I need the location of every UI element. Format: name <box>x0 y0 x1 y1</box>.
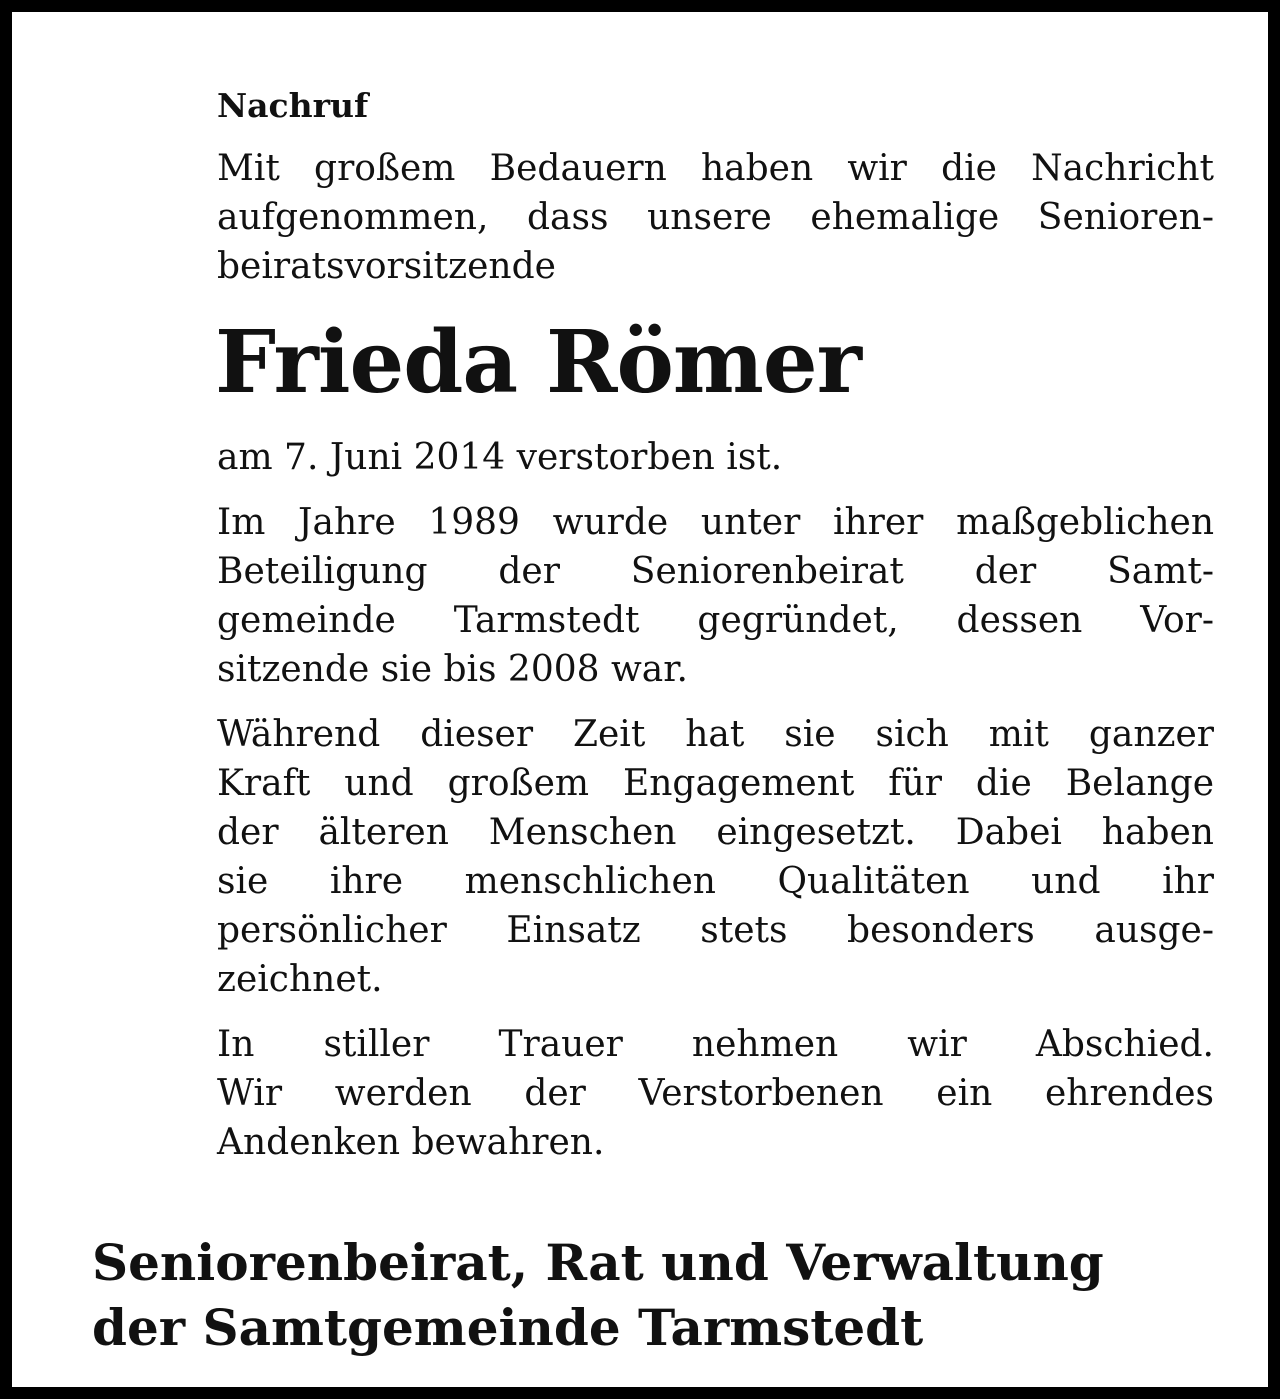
founding-paragraph <box>217 498 1214 694</box>
engagement-line: Während dieser Zeit hat sie sich mit ganzer <box>217 714 1214 755</box>
engagement-paragraph <box>217 710 1214 1004</box>
death-date-line <box>217 433 1214 482</box>
founding-line: gemeinde Tarmstedt gegründet, dessen Vor- <box>217 600 1214 641</box>
deceased-name: Frieda Römer <box>215 312 861 413</box>
farewell-line: In stiller Trauer nehmen wir Abschied. <box>217 1024 1214 1065</box>
founding-line: sitzende sie bis 2008 war. <box>217 649 688 690</box>
founding-line: Beteiligung der Seniorenbeirat der Samt- <box>217 551 1214 592</box>
intro-line: aufgenommen, dass unsere ehemalige Senioren- <box>217 197 1214 238</box>
signature-block <box>92 1230 1212 1360</box>
intro-line: Mit großem Bedauern haben wir die Nachricht <box>217 148 1214 189</box>
farewell-paragraph <box>217 1020 1214 1167</box>
obituary-body <box>217 82 1214 1167</box>
death-line: am 7. Juni 2014 verstorben ist. <box>217 437 783 478</box>
signature-line: Seniorenbeirat, Rat und Verwaltung <box>92 1233 1104 1292</box>
notice-heading: Nachruf <box>217 86 369 125</box>
engagement-line: zeichnet. <box>217 959 383 1000</box>
signature-line: der Samtgemeinde Tarmstedt <box>92 1298 924 1357</box>
farewell-line: Wir werden der Verstorbenen ein ehrendes <box>217 1073 1214 1114</box>
intro-line: beiratsvorsitzende <box>217 246 556 287</box>
farewell-line: Andenken bewahren. <box>217 1122 605 1163</box>
engagement-line: persönlicher Einsatz stets besonders ausge- <box>217 910 1214 951</box>
intro-paragraph <box>217 144 1214 291</box>
engagement-line: sie ihre menschlichen Qualitäten und ihr <box>217 861 1214 902</box>
founding-line: Im Jahre 1989 wurde unter ihrer maßgeblichen <box>217 502 1214 543</box>
engagement-line: der älteren Menschen eingesetzt. Dabei haben <box>217 812 1214 853</box>
engagement-line: Kraft und großem Engagement für die Belange <box>217 763 1214 804</box>
